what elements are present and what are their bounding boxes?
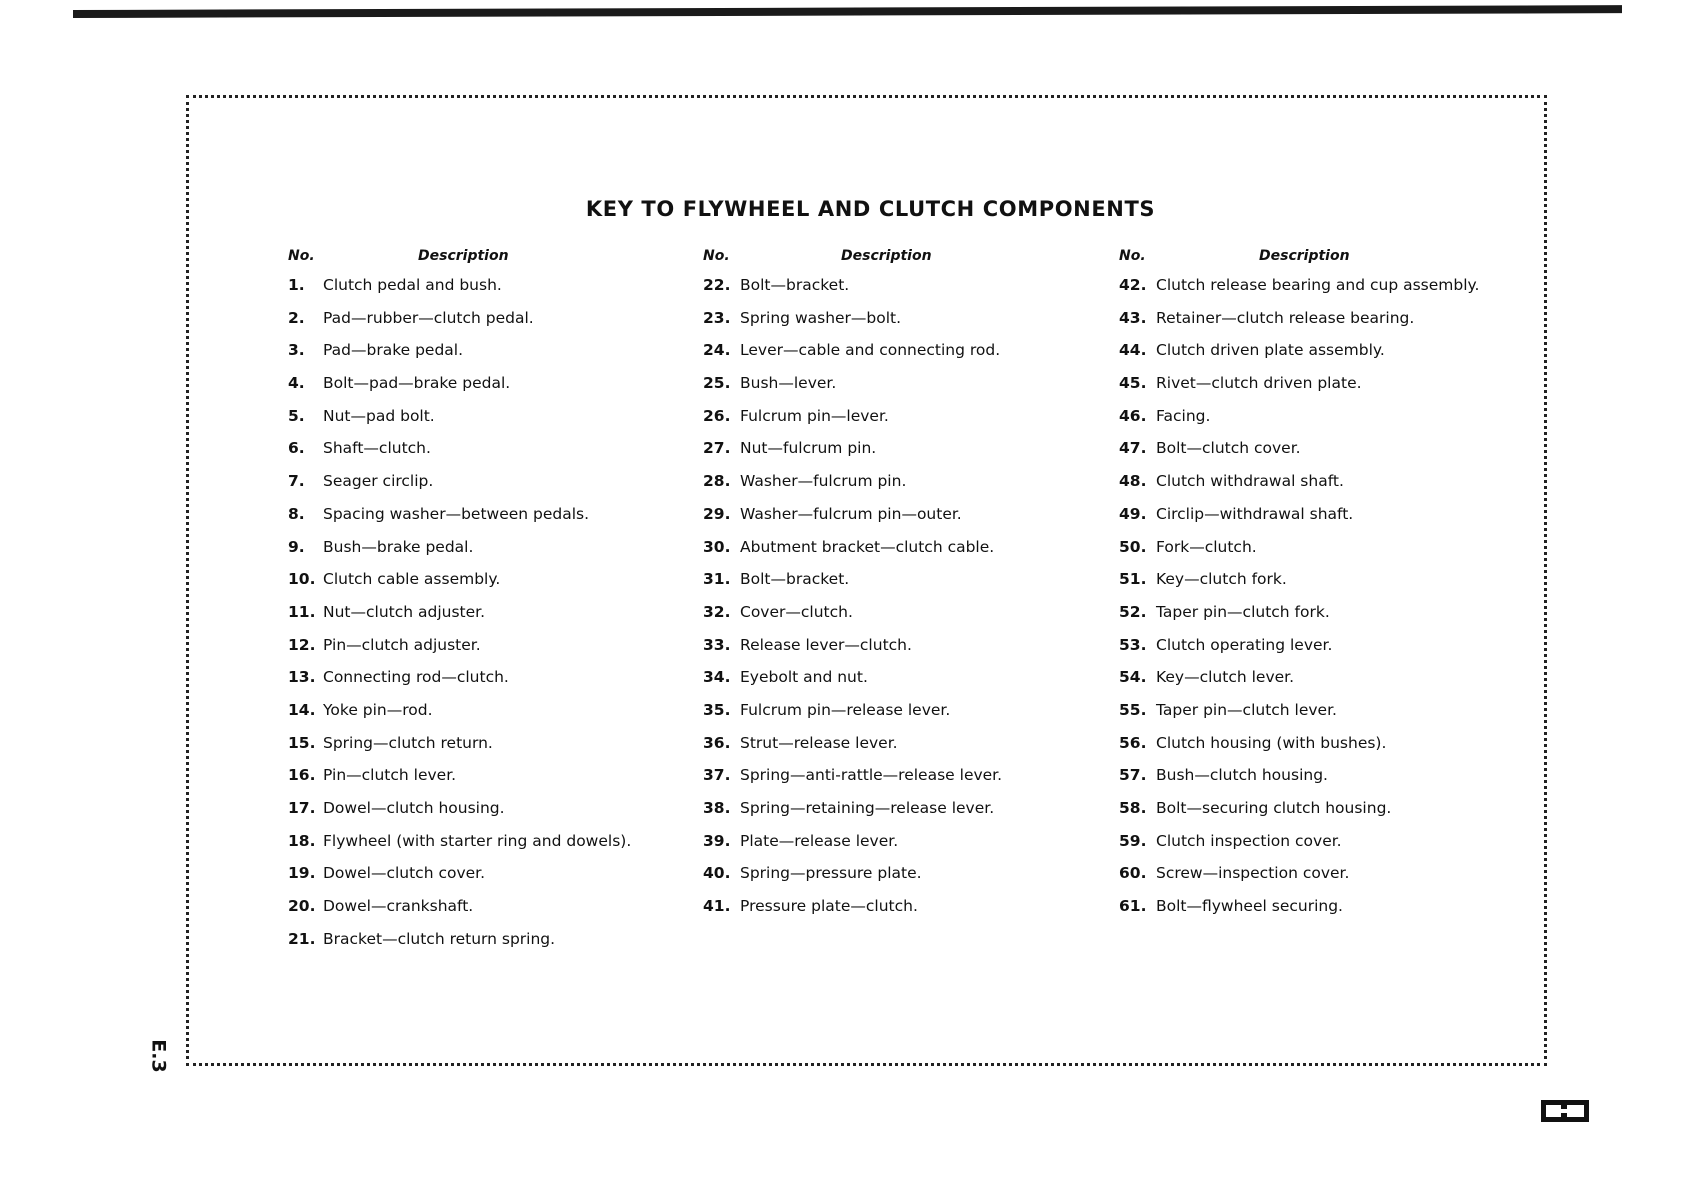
item-number: 49. (1119, 504, 1147, 523)
item-number: 36. (703, 733, 731, 752)
item-number: 33. (703, 635, 731, 654)
item-description: Screw—inspection cover. (1156, 864, 1350, 883)
item-number: 61. (1119, 897, 1147, 916)
item-description: Circlip—withdrawal shaft. (1156, 504, 1354, 523)
item-description: Fulcrum pin—lever. (740, 406, 889, 425)
item-number: 57. (1119, 766, 1147, 785)
item-description: Lever—cable and connecting rod. (740, 341, 1001, 360)
item-description: Connecting rod—clutch. (323, 668, 509, 687)
item-number: 13. (288, 668, 316, 687)
item-number: 24. (703, 341, 731, 360)
item-number: 40. (703, 864, 731, 883)
item-number: 23. (703, 308, 731, 327)
item-description: Washer—fulcrum pin. (740, 472, 907, 491)
item-number: 56. (1119, 733, 1147, 752)
header-no: No. (288, 248, 315, 264)
item-number: 54. (1119, 668, 1147, 687)
item-description: Spring—pressure plate. (740, 864, 922, 883)
item-number: 18. (288, 831, 316, 850)
item-number: 48. (1119, 472, 1147, 491)
item-number: 60. (1119, 864, 1147, 883)
item-number: 43. (1119, 308, 1147, 327)
item-description: Clutch release bearing and cup assembly. (1156, 276, 1480, 294)
item-number: 27. (703, 439, 731, 458)
item-number: 5. (288, 406, 305, 425)
item-number: 22. (703, 276, 731, 294)
item-description: Abutment bracket—clutch cable. (740, 537, 995, 556)
item-description: Bolt—clutch cover. (1156, 439, 1301, 458)
page-number-label: E.3 (147, 1039, 170, 1073)
item-number: 50. (1119, 537, 1147, 556)
item-description: Pad—brake pedal. (323, 341, 464, 360)
item-number: 21. (288, 929, 316, 948)
item-description: Bush—brake pedal. (323, 537, 474, 556)
item-number: 30. (703, 537, 731, 556)
key-box (186, 95, 1547, 1066)
item-description: Fulcrum pin—release lever. (740, 700, 951, 719)
item-description: Key—clutch lever. (1156, 668, 1295, 687)
item-number: 41. (703, 897, 731, 916)
top-rule (73, 5, 1622, 18)
header-description: Description (841, 248, 932, 264)
item-description: Nut—pad bolt. (323, 406, 435, 425)
item-number: 34. (703, 668, 731, 687)
header-no: No. (1119, 248, 1146, 264)
header-no: No. (703, 248, 730, 264)
item-description: Seager circlip. (323, 472, 434, 491)
item-description: Pressure plate—clutch. (740, 897, 918, 916)
item-description: Nut—clutch adjuster. (323, 602, 486, 621)
item-number: 26. (703, 406, 731, 425)
item-description: Bush—clutch housing. (1156, 766, 1328, 785)
item-description: Clutch cable assembly. (323, 570, 501, 589)
item-description: Bracket—clutch return spring. (323, 929, 556, 948)
header-description: Description (418, 248, 509, 264)
item-description: Taper pin—clutch lever. (1156, 700, 1337, 719)
item-description: Spring—retaining—release lever. (740, 799, 995, 817)
item-number: 44. (1119, 341, 1147, 360)
item-number: 59. (1119, 831, 1147, 850)
item-description: Bush—lever. (740, 374, 837, 393)
section-tab-icon (1540, 1098, 1590, 1124)
item-number: 38. (703, 799, 731, 817)
item-description: Flywheel (with starter ring and dowels). (323, 831, 632, 850)
item-number: 1. (288, 276, 305, 294)
item-number: 20. (288, 897, 316, 916)
item-description: Pin—clutch adjuster. (323, 635, 481, 654)
item-description: Bolt—bracket. (740, 276, 850, 294)
header-description: Description (1259, 248, 1350, 264)
item-number: 28. (703, 472, 731, 491)
item-description: Key—clutch fork. (1156, 570, 1287, 589)
item-description: Dowel—crankshaft. (323, 897, 474, 916)
item-description: Strut—release lever. (740, 733, 898, 752)
item-number: 8. (288, 504, 305, 523)
item-number: 25. (703, 374, 731, 393)
item-description: Dowel—clutch cover. (323, 864, 486, 883)
item-description: Clutch withdrawal shaft. (1156, 472, 1344, 491)
item-number: 7. (288, 472, 305, 491)
item-description: Fork—clutch. (1156, 537, 1257, 556)
item-number: 53. (1119, 635, 1147, 654)
item-description: Release lever—clutch. (740, 635, 912, 654)
item-description: Spring washer—bolt. (740, 308, 902, 327)
item-number: 46. (1119, 406, 1147, 425)
item-description: Bolt—securing clutch housing. (1156, 799, 1392, 817)
item-description: Spring—anti-rattle—release lever. (740, 766, 1003, 785)
item-number: 9. (288, 537, 305, 556)
item-number: 32. (703, 602, 731, 621)
item-number: 4. (288, 374, 305, 393)
item-description: Nut—fulcrum pin. (740, 439, 877, 458)
item-number: 14. (288, 700, 316, 719)
item-description: Pin—clutch lever. (323, 766, 457, 785)
item-number: 6. (288, 439, 305, 458)
page-title: KEY TO FLYWHEEL AND CLUTCH COMPONENTS (585, 197, 1156, 221)
item-description: Bolt—flywheel securing. (1156, 897, 1343, 916)
item-number: 29. (703, 504, 731, 523)
item-number: 16. (288, 766, 316, 785)
item-number: 19. (288, 864, 316, 883)
item-description: Spacing washer—between pedals. (323, 504, 590, 523)
item-number: 15. (288, 733, 316, 752)
item-number: 45. (1119, 374, 1147, 393)
item-description: Clutch inspection cover. (1156, 831, 1342, 850)
item-description: Pad—rubber—clutch pedal. (323, 308, 534, 327)
item-number: 37. (703, 766, 731, 785)
item-number: 42. (1119, 276, 1147, 294)
item-description: Retainer—clutch release bearing. (1156, 308, 1415, 327)
item-number: 3. (288, 341, 305, 360)
item-description: Shaft—clutch. (323, 439, 431, 458)
item-description: Bolt—pad—brake pedal. (323, 374, 511, 393)
item-description: Dowel—clutch housing. (323, 799, 505, 817)
item-description: Clutch operating lever. (1156, 635, 1333, 654)
item-description: Bolt—bracket. (740, 570, 850, 589)
item-description: Spring—clutch return. (323, 733, 493, 752)
item-description: Clutch housing (with bushes). (1156, 733, 1387, 752)
item-description: Washer—fulcrum pin—outer. (740, 504, 962, 523)
item-description: Clutch driven plate assembly. (1156, 341, 1385, 360)
item-number: 31. (703, 570, 731, 589)
item-description: Eyebolt and nut. (740, 668, 868, 687)
item-number: 55. (1119, 700, 1147, 719)
item-number: 51. (1119, 570, 1147, 589)
item-number: 11. (288, 602, 316, 621)
item-description: Plate—release lever. (740, 831, 899, 850)
item-number: 35. (703, 700, 731, 719)
item-description: Facing. (1156, 406, 1211, 425)
item-description: Clutch pedal and bush. (323, 276, 502, 294)
item-description: Taper pin—clutch fork. (1156, 602, 1330, 621)
item-number: 52. (1119, 602, 1147, 621)
item-number: 10. (288, 570, 316, 589)
item-description: Yoke pin—rod. (323, 700, 433, 719)
item-number: 47. (1119, 439, 1147, 458)
item-description: Rivet—clutch driven plate. (1156, 374, 1362, 393)
item-description: Cover—clutch. (740, 602, 853, 621)
item-number: 58. (1119, 799, 1147, 817)
item-number: 39. (703, 831, 731, 850)
item-number: 17. (288, 799, 316, 817)
item-number: 12. (288, 635, 316, 654)
item-number: 2. (288, 308, 305, 327)
